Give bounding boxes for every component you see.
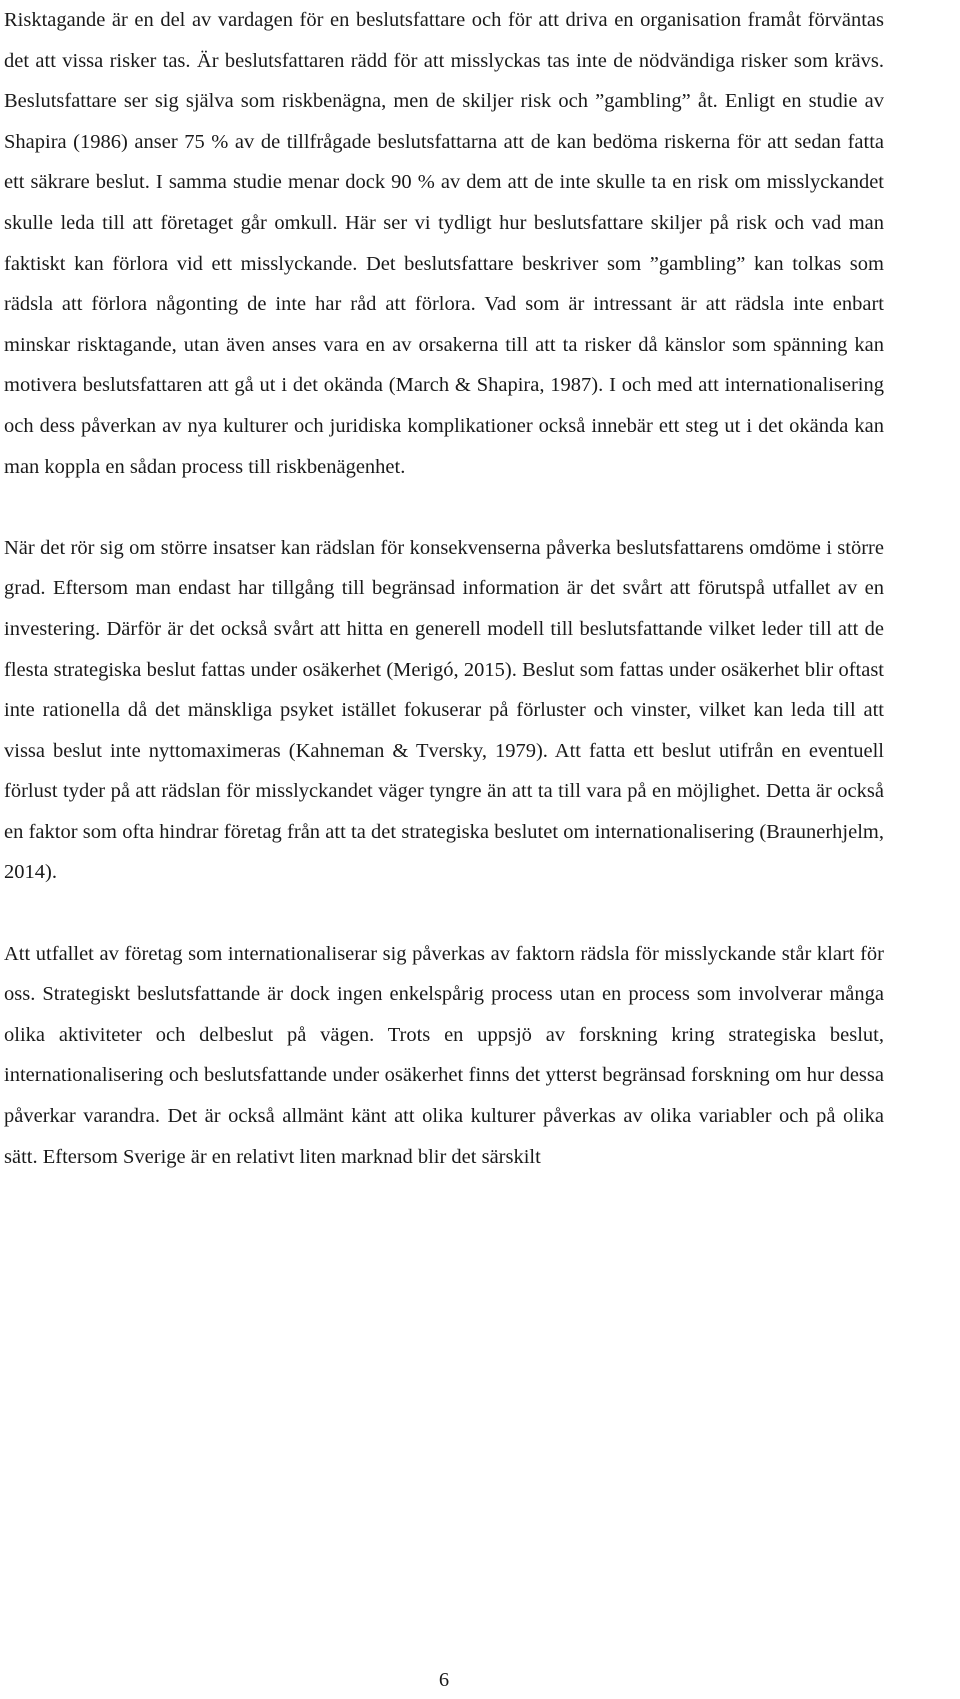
paragraph-2: När det rör sig om större insatser kan rädslan för konsekvenserna påverka beslutsfattarens omdöme i större grad. Eftersom man endast har tillgång till begränsad information är det svårt att förutspå utfallet av en investering. Därför är det också svårt att hitta en generell modell till beslutsfattande vilket leder till att de flesta strategiska beslut fattas under osäkerhet (Merigó, 2015). Beslut som fattas under osäkerhet blir oftast inte rationella då det mänskliga psyket istället fokuserar på förluster och vinster, vilket kan leda till att vissa beslut inte nyttomaximeras (Kahneman & Tversky, 1979). Att fatta ett beslut utifrån en eventuell förlust tyder på att rädslan för misslyckandet väger tyngre än att ta till vara på en möjlighet. Detta är också en faktor som ofta hindrar företag från att ta det strategiska beslutet om internationalisering (Braunerhjelm, 2014). <box>4 536 884 884</box>
body-text <box>4 0 884 1177</box>
paragraph-1: Risktagande är en del av vardagen för en beslutsfattare och för att driva en organisation framåt förväntas det att vissa risker tas. Är beslutsfattaren rädd för att misslyckas tas inte de nödvändiga risker som krävs. Beslutsfattare ser sig själva som riskbenägna, men de skiljer risk och ”gambling” åt. Enligt en studie av Shapira (1986) anser 75 % av de tillfrågade beslutsfattarna att de kan bedöma riskerna för att sedan fatta ett säkrare beslut. I samma studie menar dock 90 % av dem att de inte skulle ta en risk om misslyckandet skulle leda till att företaget går omkull. Här ser vi tydligt hur beslutsfattare skiljer på risk och vad man faktiskt kan förlora vid ett misslyckande. Det beslutsfattare beskriver som ”gambling” kan tolkas som rädsla att förlora någonting de inte har råd att förlora. Vad som är intressant är att rädsla inte enbart minskar risktagande, utan även anses vara en av orsakerna till att ta risker då känslor som spänning kan motivera beslutsfattaren att gå ut i det okända (March & Shapira, 1987). I och med att internationalisering och dess påverkan av nya kulturer och juridiska komplikationer också innebär ett steg ut i det okända kan man koppla en sådan process till riskbenägenhet. <box>4 9 884 478</box>
paragraph-3: Att utfallet av företag som internationaliserar sig påverkas av faktorn rädsla för misslyckande står klart för oss. Strategiskt beslutsfattande är dock ingen enkelspårig process utan en process som involverar många olika aktiviteter och delbeslut på vägen. Trots en uppsjö av forskning kring strategiska beslut, internationalisering och beslutsfattande under osäkerhet finns det ytterst begränsad forskning om hur dessa påverkar varandra. Det är också allmänt känt att olika kulturer påverkas av olika variabler och på olika sätt. Eftersom Sverige är en relativt liten marknad blir det särskilt <box>4 942 884 1168</box>
page-number: 6 <box>438 1669 450 1691</box>
